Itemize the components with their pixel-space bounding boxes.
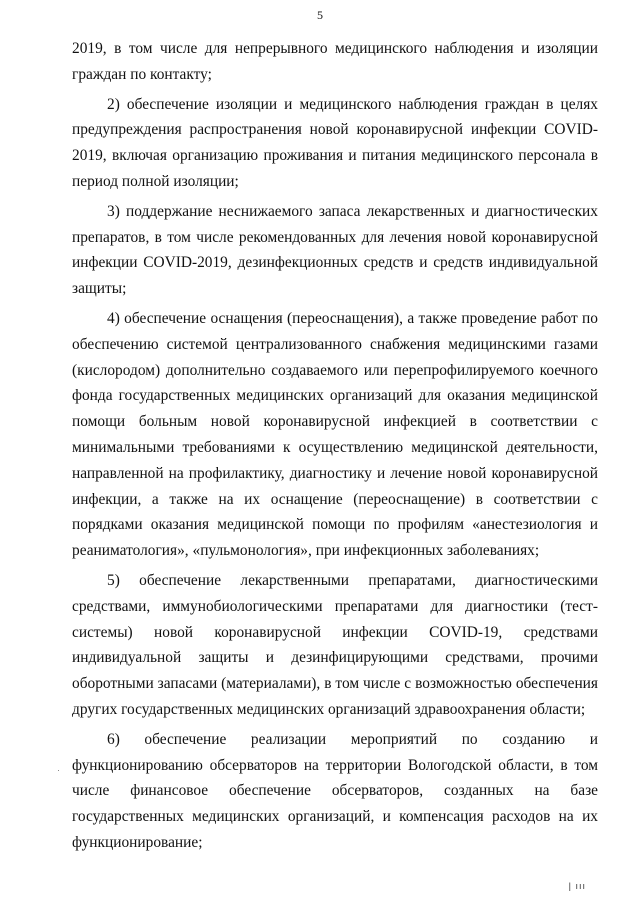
paragraph-item-5: 5) обеспечение лекарственными препаратами, диагностическими средствами, иммунобиологическими препаратами для диагностики (тест-системы) новой коронавирусной инфекции COVID-19, средствами индивидуальной защиты и дезинфицирующими средствами, прочими оборотными запасами (материалами), в том числе с возможностью обеспечения других государственных медицинских организаций здравоохранения области; <box>72 571 598 718</box>
scan-speck <box>58 770 59 771</box>
paragraph-continuation: 2019, в том числе для непрерывного медицинского наблюдения и изоляции граждан по контакту; <box>72 40 598 83</box>
footer-scan-mark: | ııı <box>568 881 586 891</box>
paragraph-item-4: 4) обеспечение оснащения (переоснащения), а также проведение работ по обеспечению системой централизованного снабжения медицинскими газами (кислородом) дополнительно создаваемого или перепрофилируемого коечного фонда государственных медицинских организаций для оказания медицинской помощи больным новой коронавирусной инфекцией в соответствии с минимальными требованиями к осуществлению медицинской деятельности, направленной на профилактику, диагностику и лечение новой коронавирусной инфекции, а также на их оснащение (переоснащение) в соответствии с порядками оказания медицинской помощи по профилям «анестезиология и реаниматология», «пульмонология», при инфекционных заболеваниях; <box>72 309 598 560</box>
paragraph-item-6: 6) обеспечение реализации мероприятий по созданию и функционированию обсерваторов на территории Вологодской области, в том числе финансовое обеспечение обсерваторов, созданных на базе государственных медицинских организаций, и компенсация расходов на их функционирование; <box>72 730 598 851</box>
paragraph-item-3: 3) поддержание неснижаемого запаса лекарственных и диагностических препаратов, в том числе рекомендованных для лечения новой коронавирусной инфекции COVID-2019, дезинфекционных средств и средств индивидуальной защиты; <box>72 202 598 298</box>
page-number: 5 <box>317 8 323 22</box>
document-body <box>72 36 598 860</box>
paragraph-item-2: 2) обеспечение изоляции и медицинского наблюдения граждан в целях предупреждения распространения новой коронавирусной инфекции COVID-2019, включая организацию проживания и питания медицинского персонала в период полной изоляции; <box>72 95 598 190</box>
